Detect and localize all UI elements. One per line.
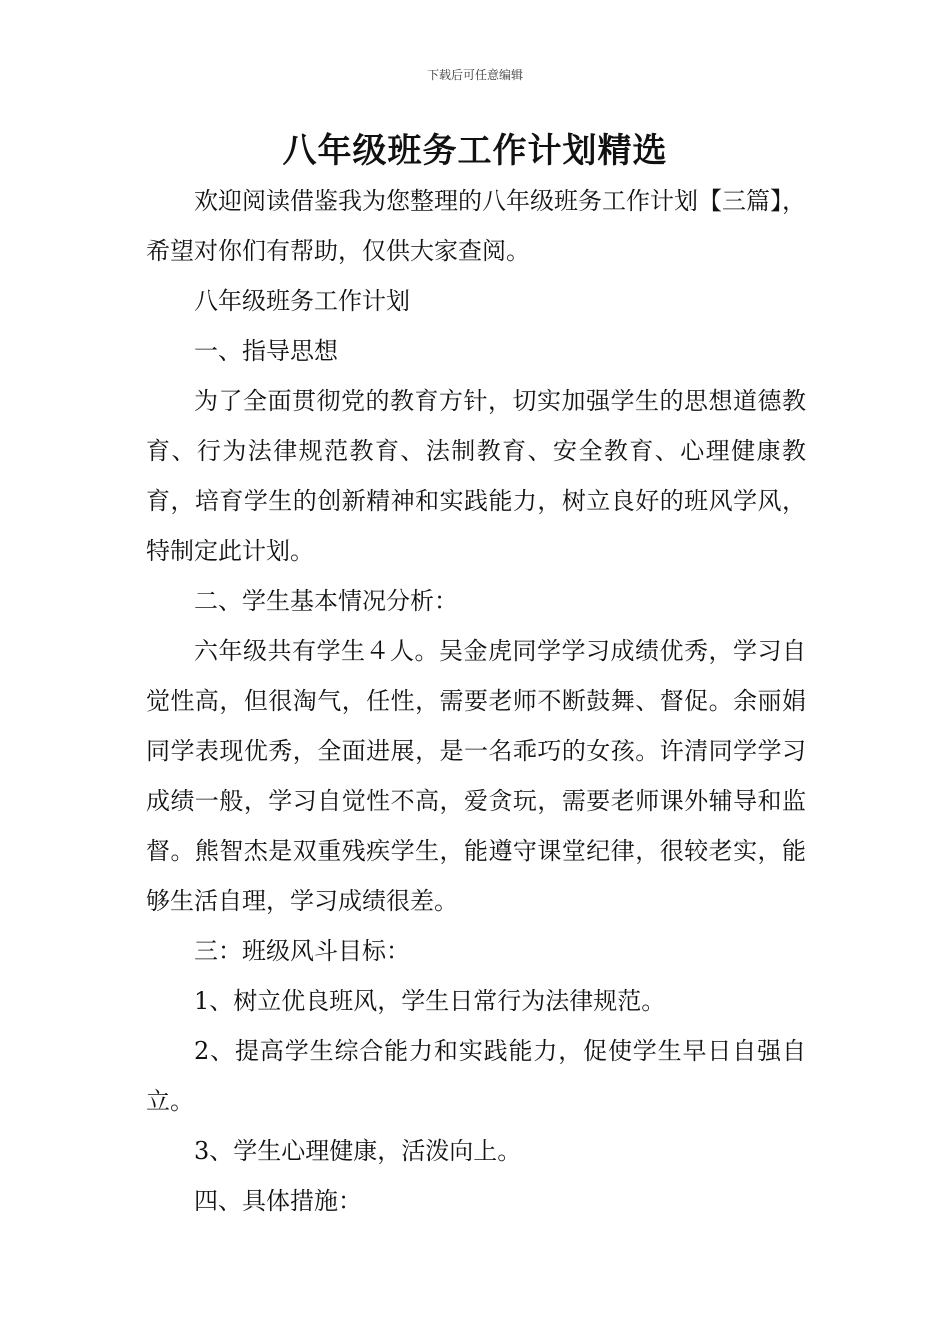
header-note: 下载后可任意编辑 (426, 68, 523, 82)
section-heading-plan: 八年级班务工作计划 (194, 287, 410, 315)
section-heading-measures: 四、具体措施： (194, 1187, 362, 1215)
section-heading-student-analysis: 二、学生基本情况分析： (194, 587, 458, 615)
paragraph-guiding-thought: 为了全面贯彻党的教育方针，切实加强学生的思想道德教育、行为法律规范教育、法制教育、安全教育、心理健康教育，培育学生的创新精神和实践能力，树立良好的班风学风，特制定此计划。 (146, 387, 806, 565)
document-title: 八年级班务工作计划精选 (282, 131, 668, 171)
paragraph-student-analysis: 六年级共有学生４人。吴金虎同学学习成绩优秀，学习自觉性高，但很淘气，任性，需要老师不断鼓舞、督促。余丽娟同学表现优秀，全面进展，是一名乖巧的女孩。许清同学学习成绩一般，学习自觉性不高，爱贪玩，需要老师课外辅导和监督。熊智杰是双重残疾学生，能遵守课堂纪律，很较老实，能够生活自理，学习成绩很差。 (146, 637, 806, 915)
intro-paragraph: 欢迎阅读借鉴我为您整理的八年级班务工作计划【三篇】，希望对你们有帮助，仅供大家查阅。 (146, 187, 806, 265)
goal-item-2: 2、提高学生综合能力和实践能力，促使学生早日自强自立。 (146, 1037, 806, 1115)
section-heading-class-goals: 三：班级风斗目标： (194, 937, 410, 965)
section-heading-guiding-thought: 一、指导思想 (194, 337, 338, 365)
goal-item-1: 1、树立优良班风，学生日常行为法律规范。 (194, 987, 666, 1015)
goal-item-3: 3、学生心理健康，活泼向上。 (194, 1137, 522, 1165)
document-body (146, 176, 806, 1226)
